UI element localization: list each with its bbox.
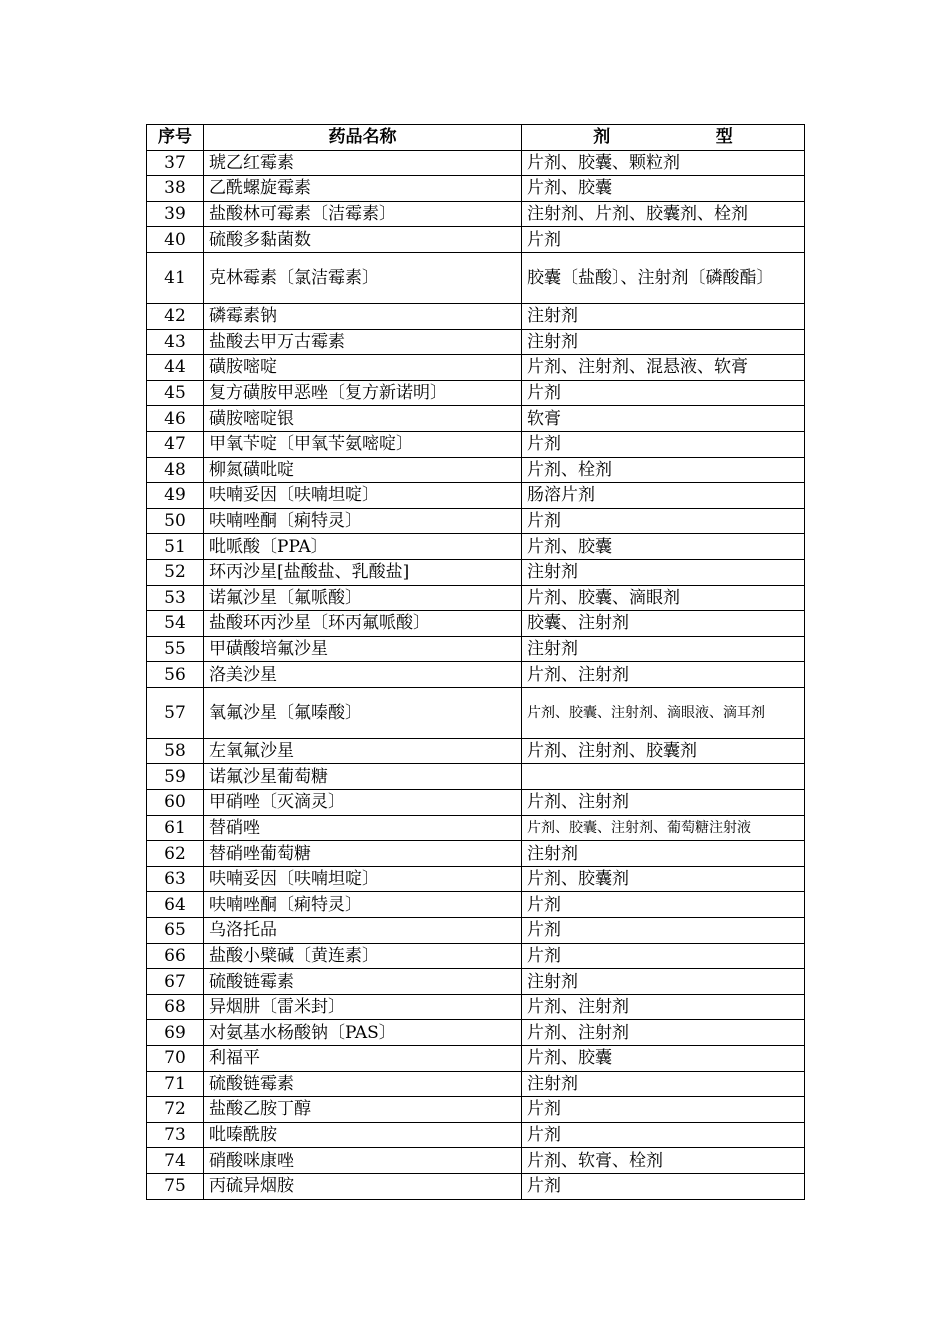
row-number: 54 [147,611,204,637]
drug-name: 呋喃唑酮〔痢特灵〕 [204,508,522,534]
drug-name: 甲磺酸培氟沙星 [204,636,522,662]
table-row [147,1148,805,1174]
dosage-form: 片剂、胶囊 [522,534,805,560]
table-row [147,918,805,944]
row-number: 59 [147,764,204,790]
row-number: 51 [147,534,204,560]
table-row [147,1020,805,1046]
dosage-form: 片剂、胶囊剂 [522,866,805,892]
table-row [147,303,805,329]
row-number: 63 [147,866,204,892]
row-number: 65 [147,918,204,944]
table-row [147,483,805,509]
table-row [147,994,805,1020]
dosage-form: 片剂 [522,1173,805,1199]
row-number: 68 [147,994,204,1020]
drug-name: 盐酸去甲万古霉素 [204,329,522,355]
dosage-form: 片剂 [522,380,805,406]
dosage-form: 片剂 [522,508,805,534]
row-number: 41 [147,252,204,303]
dosage-form: 片剂、胶囊、颗粒剂 [522,150,805,176]
header-form: 剂 型 [522,125,805,151]
table-row [147,406,805,432]
dosage-form: 片剂、注射剂、胶囊剂 [522,738,805,764]
dosage-form: 肠溶片剂 [522,483,805,509]
row-number: 70 [147,1046,204,1072]
table-row [147,252,805,303]
drug-name: 吡哌酸〔PPA〕 [204,534,522,560]
dosage-form: 片剂 [522,431,805,457]
drug-name: 硝酸咪康唑 [204,1148,522,1174]
dosage-form: 注射剂 [522,969,805,995]
table-row [147,1046,805,1072]
row-number: 69 [147,1020,204,1046]
dosage-form: 注射剂 [522,1071,805,1097]
table-row [147,611,805,637]
drug-name: 琥乙红霉素 [204,150,522,176]
dosage-form: 片剂、胶囊 [522,1046,805,1072]
row-number: 66 [147,943,204,969]
dosage-form: 片剂 [522,943,805,969]
table-body [147,150,805,1199]
drug-name: 替硝唑葡萄糖 [204,841,522,867]
table-row [147,866,805,892]
drug-name: 诺氟沙星〔氟哌酸〕 [204,585,522,611]
dosage-form: 片剂、注射剂 [522,790,805,816]
row-number: 50 [147,508,204,534]
drug-name: 吡嗪酰胺 [204,1122,522,1148]
row-number: 45 [147,380,204,406]
drug-name: 呋喃妥因〔呋喃坦啶〕 [204,866,522,892]
table-row [147,687,805,738]
drug-name: 异烟肼〔雷米封〕 [204,994,522,1020]
row-number: 73 [147,1122,204,1148]
table-row [147,380,805,406]
table-row [147,534,805,560]
row-number: 38 [147,176,204,202]
row-number: 56 [147,662,204,688]
table-row [147,738,805,764]
drug-name: 硫酸链霉素 [204,1071,522,1097]
row-number: 39 [147,201,204,227]
table-row [147,636,805,662]
row-number: 42 [147,303,204,329]
table-row [147,329,805,355]
row-number: 40 [147,227,204,253]
table-row [147,508,805,534]
drug-name: 磷霉素钠 [204,303,522,329]
table-row [147,457,805,483]
drug-name: 乙酰螺旋霉素 [204,176,522,202]
dosage-form: 软膏 [522,406,805,432]
table-row [147,150,805,176]
table-row [147,815,805,841]
dosage-form: 片剂、注射剂 [522,994,805,1020]
dosage-form: 注射剂、片剂、胶囊剂、栓剂 [522,201,805,227]
table-row [147,431,805,457]
row-number: 61 [147,815,204,841]
dosage-form: 片剂、胶囊、滴眼剂 [522,585,805,611]
drug-name: 左氧氟沙星 [204,738,522,764]
table-row [147,662,805,688]
row-number: 60 [147,790,204,816]
dosage-form: 注射剂 [522,841,805,867]
row-number: 71 [147,1071,204,1097]
table-row [147,790,805,816]
row-number: 53 [147,585,204,611]
table-row [147,1122,805,1148]
dosage-form: 注射剂 [522,636,805,662]
table-row [147,201,805,227]
dosage-form: 注射剂 [522,559,805,585]
drug-name: 呋喃妥因〔呋喃坦啶〕 [204,483,522,509]
row-number: 58 [147,738,204,764]
dosage-form: 片剂、胶囊 [522,176,805,202]
drug-name: 克林霉素〔氯洁霉素〕 [204,252,522,303]
dosage-form: 片剂 [522,918,805,944]
row-number: 46 [147,406,204,432]
drug-name: 盐酸乙胺丁醇 [204,1097,522,1123]
dosage-form: 片剂、注射剂、混悬液、软膏 [522,355,805,381]
drug-name: 硫酸多黏菌数 [204,227,522,253]
table-row [147,176,805,202]
drug-name: 氧氟沙星〔氟嗪酸〕 [204,687,522,738]
table-row [147,1071,805,1097]
dosage-form: 片剂、胶囊、注射剂、滴眼液、滴耳剂 [522,687,805,738]
drug-name: 磺胺嘧啶银 [204,406,522,432]
header-name: 药品名称 [204,125,522,151]
row-number: 62 [147,841,204,867]
dosage-form: 片剂、注射剂 [522,662,805,688]
row-number: 55 [147,636,204,662]
drug-name: 甲硝唑〔灭滴灵〕 [204,790,522,816]
row-number: 64 [147,892,204,918]
drug-name: 盐酸林可霉素〔洁霉素〕 [204,201,522,227]
drug-name: 呋喃唑酮〔痢特灵〕 [204,892,522,918]
row-number: 37 [147,150,204,176]
dosage-form: 片剂、栓剂 [522,457,805,483]
drug-name: 磺胺嘧啶 [204,355,522,381]
row-number: 47 [147,431,204,457]
dosage-form: 胶囊、注射剂 [522,611,805,637]
dosage-form: 片剂 [522,227,805,253]
table-header-row [147,125,805,151]
table-row [147,892,805,918]
table-row [147,969,805,995]
dosage-form: 注射剂 [522,303,805,329]
drug-name: 环丙沙星[盐酸盐、乳酸盐] [204,559,522,585]
dosage-form: 胶囊〔盐酸〕、注射剂〔磷酸酯〕 [522,252,805,303]
row-number: 48 [147,457,204,483]
row-number: 74 [147,1148,204,1174]
row-number: 52 [147,559,204,585]
table-row [147,764,805,790]
row-number: 49 [147,483,204,509]
row-number: 67 [147,969,204,995]
drug-name: 乌洛托品 [204,918,522,944]
drug-name: 对氨基水杨酸钠〔PAS〕 [204,1020,522,1046]
row-number: 72 [147,1097,204,1123]
dosage-form [522,764,805,790]
header-no: 序号 [147,125,204,151]
drug-name: 柳氮磺吡啶 [204,457,522,483]
table-row [147,227,805,253]
table-row [147,1173,805,1199]
drug-name: 盐酸小檗碱〔黄连素〕 [204,943,522,969]
drug-name: 硫酸链霉素 [204,969,522,995]
dosage-form: 片剂、注射剂 [522,1020,805,1046]
table-row [147,841,805,867]
drug-name: 利福平 [204,1046,522,1072]
row-number: 57 [147,687,204,738]
drug-name: 盐酸环丙沙星〔环丙氟哌酸〕 [204,611,522,637]
drug-name: 复方磺胺甲恶唑〔复方新诺明〕 [204,380,522,406]
dosage-form: 片剂 [522,892,805,918]
drug-name: 丙硫异烟胺 [204,1173,522,1199]
drug-name: 诺氟沙星葡萄糖 [204,764,522,790]
table-row [147,943,805,969]
drug-table [146,124,805,1200]
drug-name: 替硝唑 [204,815,522,841]
dosage-form: 片剂 [522,1122,805,1148]
table-row [147,585,805,611]
table-row [147,355,805,381]
drug-name: 甲氧苄啶〔甲氧苄氨嘧啶〕 [204,431,522,457]
row-number: 44 [147,355,204,381]
row-number: 75 [147,1173,204,1199]
dosage-form: 片剂、软膏、栓剂 [522,1148,805,1174]
dosage-form: 片剂、胶囊、注射剂、葡萄糖注射液 [522,815,805,841]
table-row [147,1097,805,1123]
table-row [147,559,805,585]
row-number: 43 [147,329,204,355]
dosage-form: 片剂 [522,1097,805,1123]
dosage-form: 注射剂 [522,329,805,355]
drug-name: 洛美沙星 [204,662,522,688]
